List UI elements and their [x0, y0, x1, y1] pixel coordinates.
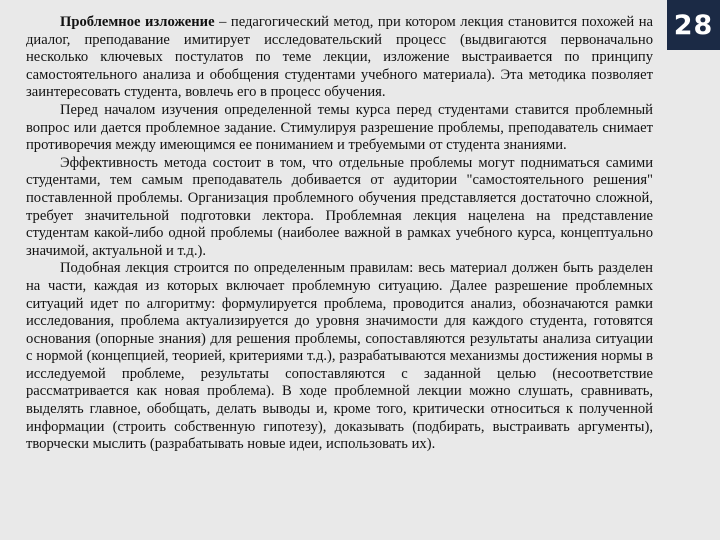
body-text — [26, 14, 653, 454]
paragraph-4: Подобная лекция строится по определенным правилам: весь материал должен быть разделен на части, каждая из которых включает проблемную ситуацию. Далее разрешение проблемных ситуаций идет по алгоритму: формулируется проблема, проводится анализ, обозначаются рамки исследования, проблема актуализируется до уровня значимости для каждого студента, готовятся основания (опорные знания) для решения проблемы, сопоставляются результаты анализа ситуации с нормой (концепцией, теорией, критериями т.д.), разрабатываются механизмы достижения нормы в исследуемой проблеме, результаты сопоставляются с заданной целью (несоответствие рассматривается как новая проблема). В ходе проблемной лекции можно слушать, сравнивать, выделять главное, обобщать, делать выводы и, кроме того, критически относиться к полученной информации (строить собственную гипотезу), доказывать (подбирать, выстраивать аргументы), творчески мыслить (разрабатывать новые идеи, использовать их). — [26, 260, 653, 453]
paragraph-1 — [26, 14, 653, 102]
paragraph-3: Эффективность метода состоит в том, что отдельные проблемы могут подниматься самими студентами, тем самым преподаватель добивается от аудитории "самостоятельного решения" поставленной проблемы. Организация проблемного обучения представляется достаточно сложной, требует значительной подготовки лектора. Проблемная лекция нацелена на представление студентам какой-либо одной проблемы (наиболее важной в рамках учебного курса, концептуально значимой, актуальной и т.д.). — [26, 154, 653, 259]
paragraph-1-text: – педагогический метод, при котором лекция становится похожей на диалог, преподавание имитирует исследовательский процесс (выдвигаются первоначально несколько ключевых постулатов по теме лекции, изложение выстраивается по принципу самостоятельного анализа и обобщения студентами учебного материала). Эта методика позволяет заинтересовать студента, вовлечь его в процесс обучения. — [26, 14, 653, 101]
term-heading: Проблемное изложение — [60, 14, 215, 30]
paragraph-2: Перед началом изучения определенной темы курса перед студентами ставится проблемный вопрос или дается проблемное задание. Стимулируя разрешение проблемы, преподаватель снимает противоречия между имеющимся ее пониманием и требуемыми от студента знаниями. — [26, 101, 653, 154]
page-number-badge: 28 — [667, 0, 720, 50]
